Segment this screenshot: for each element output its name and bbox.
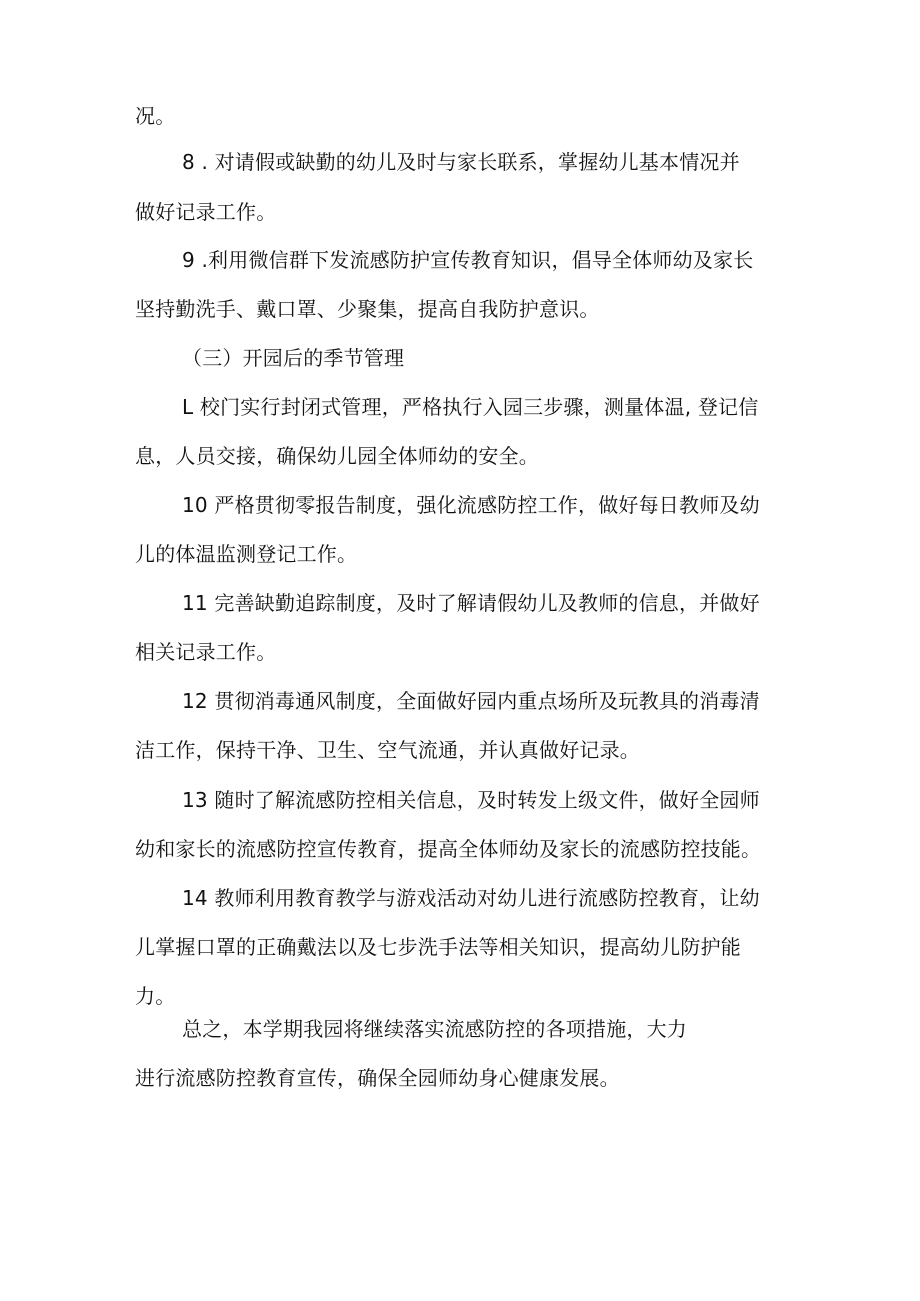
text-line: 14 教师利用教育教学与游戏活动对幼儿进行流感防控教育，让幼 xyxy=(182,886,760,910)
text-line: 做好记录工作。 xyxy=(135,200,277,224)
text-line: 幼和家长的流感防控宣传教育，提高全体师幼及家长的流感防控技能。 xyxy=(135,837,762,861)
text-line: 进行流感防控教育宣传，确保全园师幼身心健康发展。 xyxy=(135,1066,620,1090)
text-line: 10 严格贯彻零报告制度，强化流感防控工作，做好每日教师及幼 xyxy=(182,493,760,517)
text-line: 力。 xyxy=(135,984,176,1008)
text-line: L 校门实行封闭式管理，严格执行入园三步骤，测量体温, 登记信 xyxy=(182,395,759,419)
text-line: 儿的体温监测登记工作。 xyxy=(135,542,358,566)
text-line: 13 随时了解流感防控相关信息，及时转发上级文件，做好全园师 xyxy=(182,788,760,812)
text-line: 息，人员交接，确保幼儿园全体师幼的安全。 xyxy=(135,444,539,468)
text-line: 洁工作，保持干净、卫生、空气流通，并认真做好记录。 xyxy=(135,738,640,762)
section-heading: （三）开园后的季节管理 xyxy=(182,346,405,370)
text-line: 坚持勤洗手、戴口罩、少聚集，提高自我防护意识。 xyxy=(135,297,600,321)
text-line: 儿掌握口罩的正确戴法以及七步洗手法等相关知识，提高幼儿防护能 xyxy=(135,935,741,959)
text-line: 9 .利用微信群下发流感防护宣传教育知识，倡导全体师幼及家长 xyxy=(182,248,754,272)
text-line: 况。 xyxy=(135,104,176,128)
text-line: 8 . 对请假或缺勤的幼儿及时与家长联系，掌握幼儿基本情况并 xyxy=(182,150,740,174)
text-line: 11 完善缺勤追踪制度，及时了解请假幼儿及教师的信息，并做好 xyxy=(182,591,760,615)
text-line: 相关记录工作。 xyxy=(135,640,277,664)
text-line: 总之，本学期我园将继续落实流感防控的各项措施，大力 xyxy=(182,1017,687,1041)
text-line: 12 贯彻消毒通风制度，全面做好园内重点场所及玩教具的消毒清 xyxy=(182,689,760,713)
